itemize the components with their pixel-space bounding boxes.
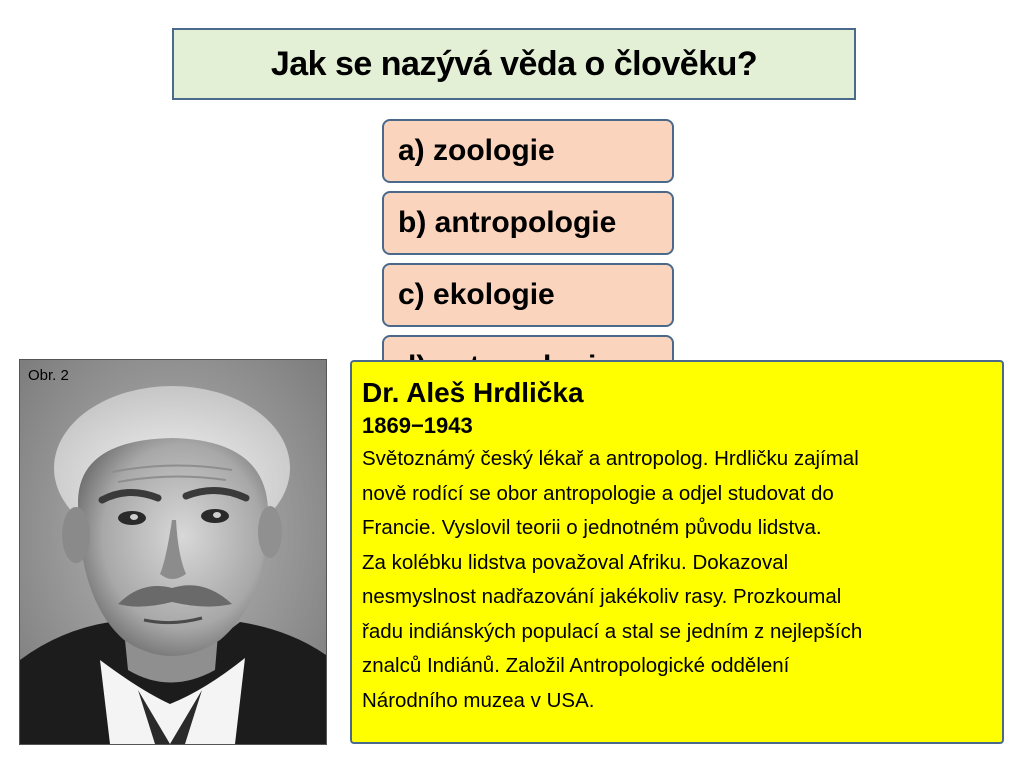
portrait-photo [19, 359, 327, 745]
biography-box [350, 360, 1004, 744]
biography-years: 1869−1943 [362, 413, 473, 438]
biography-line: řadu indiánských populací a stal se jedním z nejlepších [362, 619, 863, 643]
answer-option-c[interactable] [382, 263, 674, 327]
biography-line: nesmyslnost nadřazování jakékoliv rasy. Prozkoumal [362, 585, 842, 608]
question-title-box [172, 28, 856, 100]
answer-option-b-label: b) antropologie [398, 206, 617, 239]
biography-line: Světoznámý český lékař a antropolog. Hrdličku zajímal [362, 447, 859, 470]
biography-line: Národního muzea v USA. [362, 688, 595, 712]
answer-option-c-label: c) ekologie [398, 278, 555, 311]
biography-name: Dr. Aleš Hrdlička [362, 377, 584, 408]
question-title: Jak se nazývá věda o člověku? [270, 44, 758, 83]
portrait-image [20, 360, 326, 744]
answer-option-a[interactable] [382, 119, 674, 183]
biography-text [362, 442, 992, 718]
biography-line: Francie. Vyslovil teorii o jednotném původu lidstva. [362, 516, 822, 539]
biography-line: znalců Indiánů. Založil Antropologické oddělení [362, 654, 790, 677]
biography-line: nově rodící se obor antropologie a odjel studovat do [362, 481, 834, 505]
answer-option-b[interactable] [382, 191, 674, 255]
biography-line: Za kolébku lidstva považoval Afriku. Dokazoval [362, 550, 789, 574]
figure-caption: Obr. 2 [28, 367, 69, 384]
answer-option-a-label: a) zoologie [398, 134, 555, 167]
